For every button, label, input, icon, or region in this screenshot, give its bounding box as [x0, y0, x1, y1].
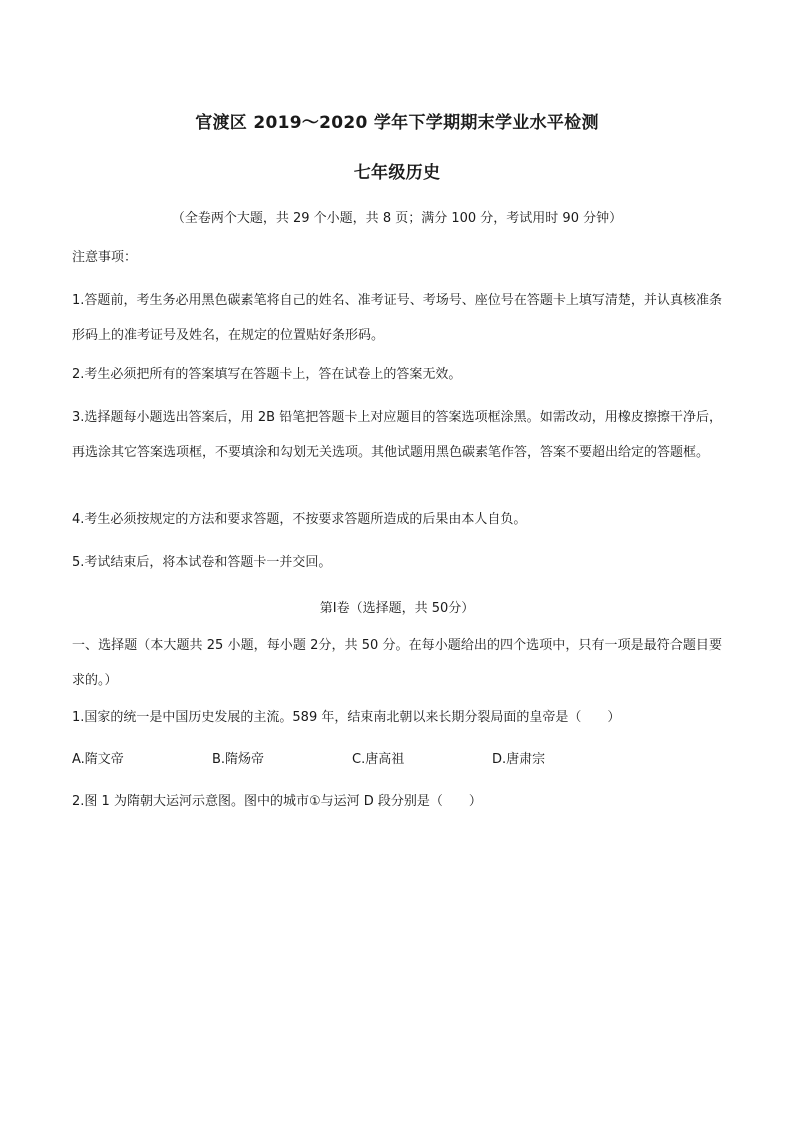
- exam-title: 官渡区 2019～2020 学年下学期期末学业水平检测: [195, 113, 599, 133]
- q1-option-a: A.隋文帝: [72, 752, 124, 767]
- notice-item-4: 4.考生必须按规定的方法和要求答题，不按要求答题所造成的后果由本人自负。: [72, 512, 527, 527]
- notice-heading: 注意事项：: [72, 250, 138, 265]
- notice-item-3: 3.选择题每小题选出答案后，用 2B 铅笔把答题卡上对应题目的答案选项框涂黑。如需改动，用橡皮擦擦干净后，再选涂其它答案选项框，不要填涂和勾划无关选项。其他试题用黑色碳素笔作答，答案不要超出给定的答题框。: [72, 410, 722, 460]
- exam-info: （全卷两个大题，共 29 个小题，共 8 页；满分 100 分，考试用时 90 分钟）: [171, 211, 623, 226]
- notice-item-5: 5.考试结束后，将本试卷和答题卡一并交回。: [72, 555, 332, 570]
- notice-item-1: 1.答题前，考生务必用黑色碳素笔将自己的姓名、准考证号、考场号、座位号在答题卡上填写清楚，并认真核准条形码上的准考证号及姓名，在规定的位置贴好条形码。: [72, 293, 722, 343]
- question-2: 2.图 1 为隋朝大运河示意图。图中的城市①与运河 D 段分别是（ ）: [72, 794, 482, 809]
- section-intro: 一、选择题（本大题共 25 小题，每小题 2分，共 50 分。在每小题给出的四个选项中，只有一项是最符合题目要求的。）: [72, 638, 722, 688]
- notice-item-2: 2.考生必须把所有的答案填写在答题卡上，答在试卷上的答案无效。: [72, 367, 462, 382]
- part1-heading: 第Ⅰ卷（选择题，共 50分）: [319, 601, 475, 616]
- exam-subject: 七年级历史: [353, 163, 441, 183]
- q1-option-b: B.隋炀帝: [212, 752, 265, 767]
- q1-option-d: D.唐肃宗: [492, 752, 546, 767]
- question-1: 1.国家的统一是中国历史发展的主流。589 年，结束南北朝以来长期分裂局面的皇帝是（ ）: [72, 710, 621, 725]
- q1-option-c: C.唐高祖: [352, 752, 405, 767]
